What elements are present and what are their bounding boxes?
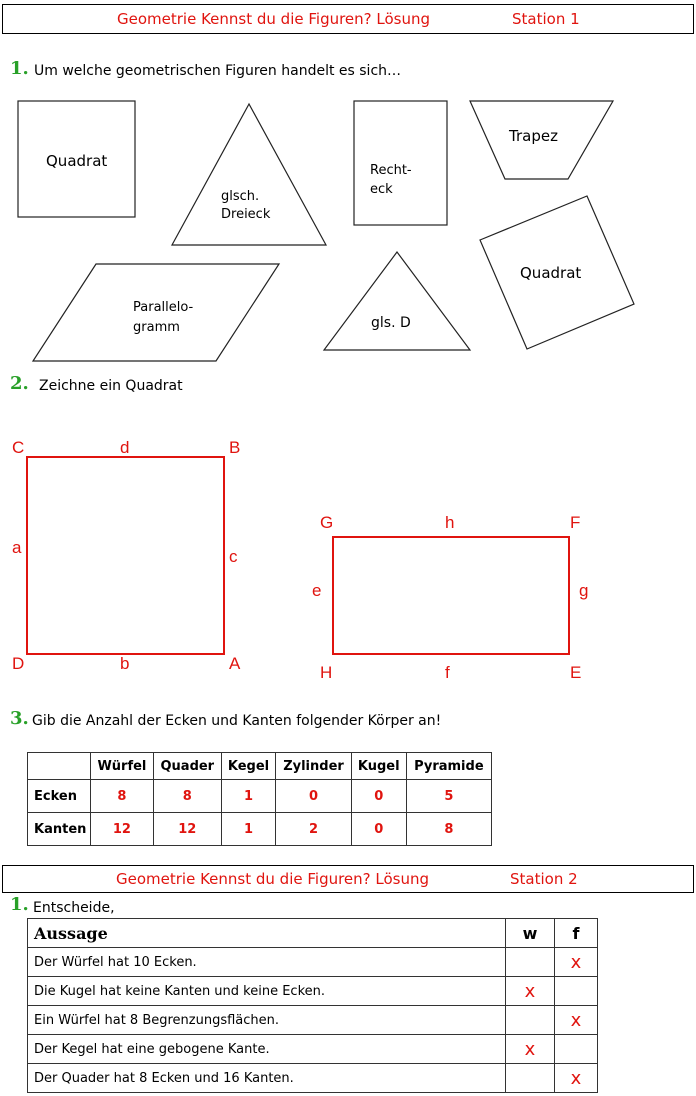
mark-f: x	[555, 948, 598, 977]
task1-shapes	[0, 0, 696, 370]
square-side-a: a	[12, 538, 22, 557]
table-cell: 1	[221, 780, 276, 813]
col-header-w: w	[506, 919, 555, 948]
square-vertex-C: C	[12, 438, 25, 457]
shape-label-square-2: Quadrat	[520, 264, 582, 282]
row-label: Ecken	[28, 780, 91, 813]
table-row	[28, 1006, 598, 1035]
square-side-c: c	[229, 547, 238, 566]
station2-header	[2, 865, 694, 893]
station2-title: Geometrie Kennst du die Figuren? Lösung	[116, 870, 430, 888]
task2-number: 2.	[10, 373, 29, 394]
drawn-rectangle	[333, 537, 569, 654]
shape-label-square-1: Quadrat	[46, 152, 108, 170]
rect-side-g: g	[579, 581, 589, 600]
rect-side-f: f	[445, 663, 450, 682]
mark-w: x	[506, 1035, 555, 1064]
square-side-b: b	[120, 654, 130, 673]
statements-table	[27, 918, 598, 1093]
table-row	[28, 813, 492, 846]
mark-f	[555, 977, 598, 1006]
col-header-statement: Aussage	[28, 919, 506, 948]
mark-f: x	[555, 1064, 598, 1093]
table-cell: 8	[153, 780, 221, 813]
rect-vertex-G: G	[320, 513, 334, 532]
table-row	[28, 780, 492, 813]
mark-f: x	[555, 1006, 598, 1035]
mark-f	[555, 1035, 598, 1064]
square-vertex-A: A	[229, 654, 241, 673]
station1-label: Station 1	[512, 10, 580, 28]
table-cell: 0	[351, 780, 406, 813]
shape-label-triangle-1-line1: glsch.	[221, 189, 260, 204]
task3-text: Gib die Anzahl der Ecken und Kanten folgender Körper an!	[32, 713, 442, 729]
table-cell: 12	[153, 813, 221, 846]
rect-side-e: e	[312, 581, 322, 600]
col-header-f: f	[555, 919, 598, 948]
task2-drawings	[0, 430, 696, 680]
shape-label-rectangle-line1: Recht-	[370, 163, 412, 178]
mark-w	[506, 948, 555, 977]
table-cell: 5	[406, 780, 491, 813]
table-cell: 2	[276, 813, 352, 846]
task3-number: 3.	[10, 708, 29, 729]
table-cell: 8	[406, 813, 491, 846]
task1-text: Um welche geometrischen Figuren handelt es sich…	[34, 63, 402, 79]
col-header: Zylinder	[276, 753, 352, 780]
rect-vertex-H: H	[320, 663, 333, 682]
bodies-table-header	[28, 753, 492, 780]
col-header: Kugel	[351, 753, 406, 780]
rect-vertex-F: F	[570, 513, 581, 532]
statement-text: Die Kugel hat keine Kanten und keine Ecken.	[28, 977, 506, 1006]
table-cell: 0	[351, 813, 406, 846]
mark-w	[506, 1064, 555, 1093]
table-row	[28, 977, 598, 1006]
shape-label-trapezoid: Trapez	[509, 127, 558, 145]
statements-table-header	[28, 919, 598, 948]
shape-label-triangle-2: gls. D	[371, 315, 411, 331]
shape-label-triangle-1-line2: Dreieck	[221, 207, 271, 222]
bodies-table	[27, 752, 492, 846]
table-row	[28, 1064, 598, 1093]
task1-number: 1.	[10, 58, 29, 79]
square-vertex-D: D	[12, 654, 25, 673]
row-label: Kanten	[28, 813, 91, 846]
statement-text: Der Quader hat 8 Ecken und 16 Kanten.	[28, 1064, 506, 1093]
statement-text: Der Kegel hat eine gebogene Kante.	[28, 1035, 506, 1064]
mark-w	[506, 1006, 555, 1035]
shape-label-parallelogram-line2: gramm	[133, 320, 180, 335]
statement-text: Der Würfel hat 10 Ecken.	[28, 948, 506, 977]
statement-text: Ein Würfel hat 8 Begrenzungsflächen.	[28, 1006, 506, 1035]
station2-label: Station 2	[510, 870, 578, 888]
table-cell: 8	[91, 780, 154, 813]
square-vertex-B: B	[229, 438, 241, 457]
station2-task1-number: 1.	[10, 894, 29, 915]
bodies-table-corner	[28, 753, 91, 780]
shape-label-rectangle-line2: eck	[370, 182, 393, 197]
table-row	[28, 1035, 598, 1064]
col-header: Quader	[153, 753, 221, 780]
station2-task1-text: Entscheide,	[33, 900, 115, 916]
rect-vertex-E: E	[570, 663, 582, 682]
station1-title: Geometrie Kennst du die Figuren? Lösung	[117, 10, 431, 28]
table-cell: 0	[276, 780, 352, 813]
mark-w: x	[506, 977, 555, 1006]
shape-triangle-2	[324, 252, 470, 350]
drawn-square	[27, 457, 224, 654]
table-cell: 12	[91, 813, 154, 846]
col-header: Pyramide	[406, 753, 491, 780]
col-header: Kegel	[221, 753, 276, 780]
shape-label-parallelogram-line1: Parallelo-	[133, 300, 194, 315]
rect-side-h: h	[445, 513, 455, 532]
table-row	[28, 948, 598, 977]
task2-text: Zeichne ein Quadrat	[39, 378, 183, 394]
table-cell: 1	[221, 813, 276, 846]
square-side-d: d	[120, 438, 130, 457]
col-header: Würfel	[91, 753, 154, 780]
